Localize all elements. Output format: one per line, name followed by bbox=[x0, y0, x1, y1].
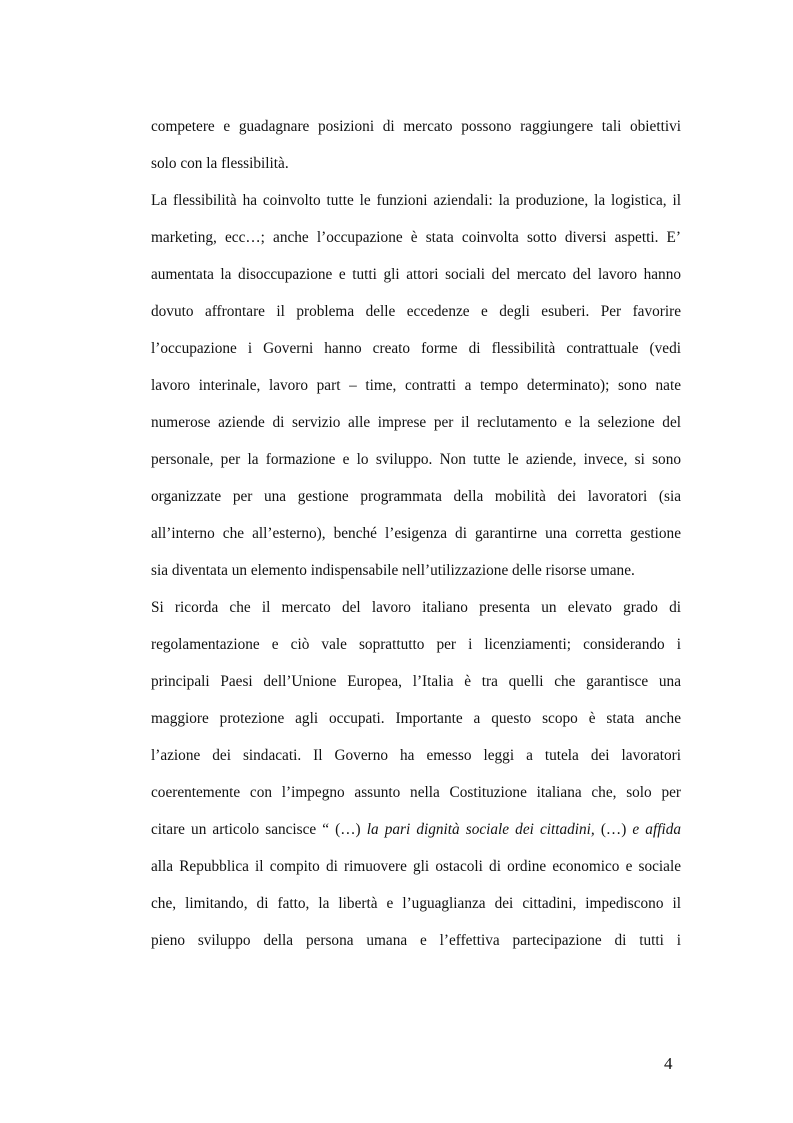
text-line: l’azione dei sindacati. Il Governo ha emesso leggi a tutela dei lavoratori bbox=[151, 747, 681, 764]
italic-quote-line: che, limitando, di fatto, la libertà e l’uguaglianza dei cittadini, impediscono il bbox=[151, 895, 681, 912]
text-line: lavoro interinale, lavoro part – time, contratti a tempo determinato); sono nate bbox=[151, 377, 681, 394]
text-line: sia diventata un elemento indispensabile nell’utilizzazione delle risorse umane. bbox=[151, 562, 635, 579]
italic-quote-line: pieno sviluppo della persona umana e l’effettiva partecipazione di tutti i bbox=[151, 932, 681, 949]
text-line: aumentata la disoccupazione e tutti gli attori sociali del mercato del lavoro hanno bbox=[151, 266, 681, 283]
italic-quote-segment: e affida bbox=[632, 821, 681, 838]
text-segment: citare un articolo sancisce “ (…) bbox=[151, 821, 367, 838]
body-text bbox=[151, 108, 681, 959]
text-line: all’interno che all’esterno), benché l’esigenza di garantirne una corretta gestione bbox=[151, 525, 681, 542]
text-line: organizzate per una gestione programmata della mobilità dei lavoratori (sia bbox=[151, 488, 681, 505]
page-number: 4 bbox=[664, 1054, 673, 1073]
text-line: personale, per la formazione e lo sviluppo. Non tutte le aziende, invece, si sono bbox=[151, 451, 681, 468]
text-line: solo con la flessibilità. bbox=[151, 155, 289, 172]
text-line: marketing, ecc…; anche l’occupazione è stata coinvolta sotto diversi aspetti. E’ bbox=[151, 229, 681, 246]
text-line: dovuto affrontare il problema delle eccedenze e degli esuberi. Per favorire bbox=[151, 303, 681, 320]
text-line: La flessibilità ha coinvolto tutte le funzioni aziendali: la produzione, la logistica, il bbox=[151, 192, 681, 209]
text-line: coerentemente con l’impegno assunto nella Costituzione italiana che, solo per bbox=[151, 784, 681, 801]
italic-quote-segment: la pari dignità sociale dei cittadini, bbox=[366, 821, 595, 838]
italic-quote-line: alla Repubblica il compito di rimuovere gli ostacoli di ordine economico e sociale bbox=[151, 858, 681, 875]
text-line: principali Paesi dell’Unione Europea, l’Italia è tra quelli che garantisce una bbox=[151, 673, 681, 690]
text-line: maggiore protezione agli occupati. Importante a questo scopo è stata anche bbox=[151, 710, 681, 727]
text-line: l’occupazione i Governi hanno creato forme di flessibilità contrattuale (vedi bbox=[151, 340, 681, 357]
text-line: numerose aziende di servizio alle imprese per il reclutamento e la selezione del bbox=[151, 414, 681, 431]
text-line: regolamentazione e ciò vale soprattutto per i licenziamenti; considerando i bbox=[151, 636, 681, 653]
text-line-mixed bbox=[151, 811, 681, 848]
text-segment: (…) bbox=[594, 821, 633, 838]
text-line: competere e guadagnare posizioni di mercato possono raggiungere tali obiettivi bbox=[151, 118, 681, 135]
text-line: Si ricorda che il mercato del lavoro italiano presenta un elevato grado di bbox=[151, 599, 681, 616]
